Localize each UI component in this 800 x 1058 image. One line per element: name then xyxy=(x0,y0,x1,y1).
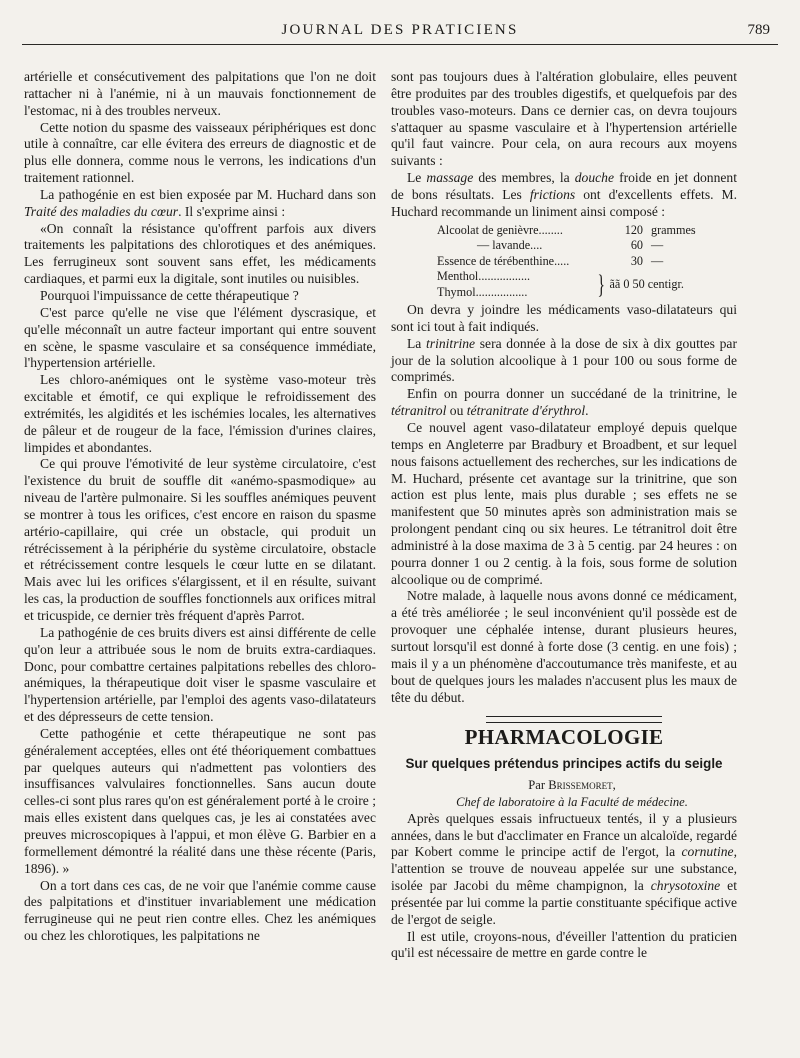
paragraph: C'est parce qu'elle ne vise que l'élément dyscrasique, et qu'elle méconnaît un autre facteur important qui entre souvent en scène, le spasme vasculaire et sa conséquence immédiate, l'hypertension artérielle. xyxy=(24,304,376,371)
formula-row: — lavande.... 60 — xyxy=(477,238,664,253)
paragraph: Ce qui prouve l'émotivité de leur système circulatoire, c'est l'existence du bruit de souffle dit «anémo-spasmodique» au niveau de l'artère pulmonaire. Si les souffles anémiques peuvent se montrer à tous les orifices, c'est encore en raison du spasme artério-capillaire, qui crée un obstacle, qui produit un rétrécissement à la périphérie du système circulatoire, obstacle et rétrécissement contre lesquels le cœur lutte en se dilatant. Mais avec lui les orifices s'élargissent, et il en résulte, suivant les cas, la production de souffles fonctionnels aux orifices mitral et tricuspide, ce dernier très fréquent d'après Parrot. xyxy=(24,456,376,623)
brace-icon: } xyxy=(597,269,605,299)
left-column xyxy=(24,69,376,945)
paragraph: La trinitrine sera donnée à la dose de six à dix gouttes par jour de la solution alcoolique à 1 pour 100 ou sous forme de comprimés. xyxy=(391,335,737,385)
paragraph: Les chloro-anémiques ont le système vaso-moteur très excitable et émotif, ce qui explique le refroidissement des extrémités, les algidités et les ischémies locales, les alternatives de pâleur et de rougeur de la face, l'émission d'urines claires, limpides et abondantes. xyxy=(24,372,376,455)
paragraph: sont pas toujours dues à l'altération globulaire, elles peuvent être produites par des troubles digestifs, et quelquefois par des troubles vaso-moteurs. Dans ce dernier cas, on devra toujours s'attaquer au spasme vasculaire et à l'hypertension artérielle qu'il faut vaincre. Pour cela, on aura recours aux moyens suivants : xyxy=(391,69,737,169)
paragraph: On a tort dans ces cas, de ne voir que l'anémie comme cause des palpitations et d'instituer invariablement une médication ferrugineuse qui ne peut rien contre elles. Chez les anémiques ou chez les chlorotiques, les palpitations ne xyxy=(24,877,376,944)
paragraph: Notre malade, à laquelle nous avons donné ce médicament, a été très améliorée ; le seul inconvénient qu'il possède est de provoquer une céphalée intense, durant plusieurs heures, surtout lorsqu'il est donné à forte dose (3 centig. en une fois) ; mais il y a un phénomène d'accoutumance très manifeste, et au bout de quelques jours les malades n'accusent plus les maux de tête du début. xyxy=(391,588,737,705)
right-column xyxy=(391,69,737,962)
journal-title: JOURNAL DES PRATICIENS xyxy=(281,22,519,38)
section-heading: PHARMACOLOGIE xyxy=(464,725,664,750)
formula-brace-group: Menthol................. Thymol................. } ãã 0 50 centigr. xyxy=(437,269,684,299)
paragraph: On devra y joindre les médicaments vaso-dilatateurs qui sont ici tout à fait indiqués. xyxy=(391,302,737,334)
paragraph: «On connaît la résistance qu'offrent parfois aux divers traitements les palpitations des chlorotiques et des anémiques. Les ferrugineux sont souvent sans effet, les médicaments cardiaques, et parmi eux la digitale, sont inutiles ou nuisibles. xyxy=(24,220,376,287)
paragraph: Ce nouvel agent vaso-dilatateur employé depuis quelque temps en Angleterre par Bradbury et Broadbent, et sur lequel nous faisons actuellement des recherches, sur les indications de M. Huchard, présente cet avantage sur la trinitrine, que son action est plus lente, mais plus durable ; ses effets ne se manifestent que 50 minutes après son administration mais se prolongent pendant cinq ou six heures. Le tétranitrol doit être administré à la dose maxima de 3 à 5 centig. par 24 heures : on pourra donner 1 ou 2 centig. à la fois, sous forme de solution alcoolique ou de comprimé. xyxy=(391,420,737,587)
paragraph: Cette notion du spasme des vaisseaux périphériques est donc utile à connaître, car elle évitera des erreurs de diagnostic et de plus elle donnera, comme nous le verrons, les indications d'un traitement rationnel. xyxy=(24,119,376,186)
paragraph: Cette pathogénie et cette thérapeutique ne sont pas généralement acceptées, elles ont été théoriquement combattues par quelques auteurs qui n'admettent pas volontiers des insuffisances valvulaires fonctionnelles. Sans aucun doute celles-ci sont plus rares qu'on est généralement porté à le croire ; mais elles existent dans quelques cas, je les ai constatées avec preuves microscopiques à l'appui, et mon élève G. Barbier en a formellement démontré la réalité dans une thèse récente (Paris, 1896). » xyxy=(24,725,376,876)
article-title: Sur quelques prétendus principes actifs du seigle xyxy=(405,756,723,772)
page-header xyxy=(0,0,800,52)
byline: Par Brissemoret, xyxy=(528,778,616,793)
paragraph: Le massage des membres, la douche froide en jet donnent de bons résultats. Les frictions ont d'excellents effets. M. Huchard recommande un liniment ainsi composé : xyxy=(391,170,737,219)
page-number: 789 xyxy=(747,22,770,38)
paragraph: Pourquoi l'impuissance de cette thérapeutique ? xyxy=(40,287,299,303)
paragraph: Enfin on pourra donner un succédané de la trinitrine, le tétranitrol ou tétranitrate d'érythrol. xyxy=(391,386,737,419)
liniment-formula xyxy=(437,223,737,301)
header-rule xyxy=(22,44,778,45)
author-affiliation: Chef de laboratoire à la Faculté de médecine. xyxy=(456,794,688,809)
paragraph: Il est utile, croyons-nous, d'éveiller l'attention du praticien qu'il est nécessaire de mettre en garde contre le xyxy=(391,928,737,961)
paragraph: La pathogénie en est bien exposée par M. Huchard dans son Traité des maladies du cœur. Il s'exprime ainsi : xyxy=(24,186,376,219)
paragraph: artérielle et consécutivement des palpitations que l'on ne doit rattacher ni à l'anémie, ni à un mauvais fonctionnement de l'estomac, ni à des troubles nerveux. xyxy=(24,69,376,118)
paragraph: La pathogénie de ces bruits divers est ainsi différente de celle qu'on leur a attribuée sous le nom de bruits extra-cardiaques. Donc, pour combattre certaines palpitations rebelles des chloro-anémiques, la thérapeutique doit viser le spasme vasculaire et l'hypertension artérielle, par l'emploi des agents vaso-dilatateurs et des dépresseurs de cette tension. xyxy=(24,624,376,725)
formula-row: Essence de térébenthine..... 30 — xyxy=(437,253,664,268)
book-title: Traité des maladies du cœur xyxy=(24,203,179,219)
section-divider xyxy=(486,716,662,723)
formula-row: Alcoolat de genièvre........ 120 grammes xyxy=(437,222,696,237)
paragraph: Après quelques essais infructueux tentés, il y a plusieurs années, dans le but d'acclimater en France un alcaloïde, regardé par Kobert comme le principe actif de l'ergot, la cornutine, l'attention se trouve de nouveau appelée sur une substance, isolée par Jacobi du même champignon, la chrysotoxine et présentée par lui comme la partie constituante spécifique active de l'ergot de seigle. xyxy=(391,810,737,927)
